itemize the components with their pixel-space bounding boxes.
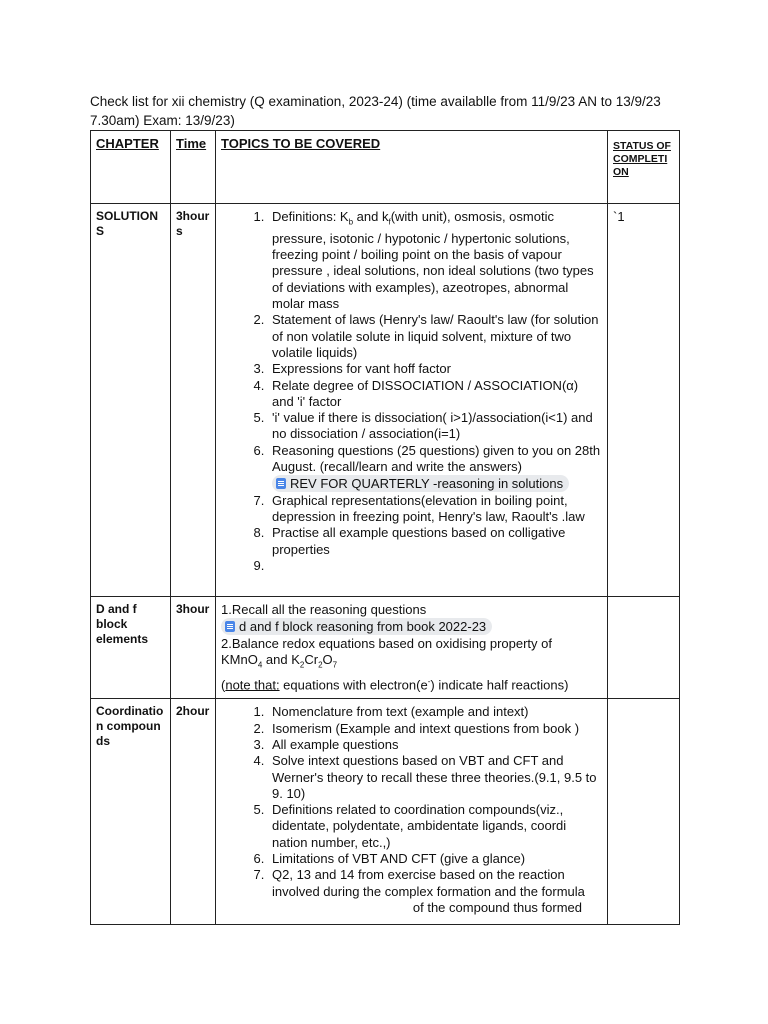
topic-line: 2.Balance redox equations based on oxidising property of — [221, 635, 552, 651]
list-item: 6. Reasoning questions (25 questions) given to you on 28th August. (recall/learn and write the answers) REV FOR QUARTERLY -reasoning in solutions — [268, 443, 602, 493]
topics-cell — [216, 204, 608, 597]
formula-line: KMnO$_4$ and $K_2Cr_2O_7$ — [221, 651, 338, 670]
chapter-cell — [91, 204, 171, 597]
time-value: 3hours — [176, 209, 210, 238]
header-time-cell — [171, 131, 216, 204]
list-item: 3. Expressions for vant hoff factor — [268, 361, 602, 377]
list-item: 4. Solve intext questions based on VBT and CFT and Werner's theory to recall these three theories.(9.1, 9.5 to 9. 10) — [268, 753, 602, 802]
header-topics: TOPICS TO BE COVERED — [221, 136, 381, 151]
list-item: 7. Q2, 13 and 14 from exercise based on the reaction involved during the complex formation and the formula of the compound thus formed — [268, 867, 602, 916]
time-cell — [171, 204, 216, 597]
header-status-cell — [608, 131, 680, 204]
list-item: 1. Nomenclature from text (example and intext) — [268, 704, 602, 720]
chapter-name: SOLUTIONS — [96, 209, 158, 238]
status-value: `1 — [613, 209, 625, 224]
chapter-name: Coordination compounds — [96, 704, 164, 749]
list-item: 8. Practise all example questions based on colligative properties — [268, 525, 602, 558]
checklist-table — [90, 130, 680, 925]
list-item: 5. Definitions related to coordination compounds(viz., didentate, polydentate, ambidentate ligands, coordi nation number, etc.,) — [268, 802, 602, 851]
header-topics-cell — [216, 131, 608, 204]
list-item: 3. All example questions — [268, 737, 602, 753]
table-row-solutions — [91, 204, 680, 597]
list-item: 2. Isomerism (Example and intext questions from book ) — [268, 721, 602, 737]
time-value: 3hour — [176, 602, 210, 616]
list-item: 6. Limitations of VBT AND CFT (give a glance) — [268, 851, 602, 867]
doc-link-chip[interactable] — [272, 475, 569, 492]
table-row-d-f-block — [91, 597, 680, 699]
header-chapter: CHAPTER — [96, 136, 159, 151]
table-row-coordination — [91, 699, 680, 925]
list-item: 5. 'i' value if there is dissociation( i>1)/association(i<1) and no dissociation / association(i=1) — [268, 410, 602, 443]
chapter-cell — [91, 597, 171, 699]
chapter-name: D and f block elements — [96, 602, 149, 646]
doc-link-label: REV FOR QUARTERLY -reasoning in solutions — [290, 476, 564, 492]
status-cell — [608, 699, 680, 925]
header-status: STATUS OF COMPLETION — [613, 140, 671, 178]
topic-line: 1.Recall all the reasoning questions — [221, 602, 427, 617]
document-title: Check list for xii chemistry (Q examination, 2023-24) (time availablle from 11/9/23 AN to 13/9/23 7.30am) Exam: 13/9/23) — [90, 94, 661, 128]
list-item: 2. Statement of laws (Henry's law/ Raoult's law (for solution of non volatile solute in liquid solvent, mixture of two volatile liquids) — [268, 312, 602, 361]
list-item: 4. Relate degree of DISSOCIATION / ASSOCIATION(α) and 'i' factor — [268, 378, 602, 411]
header-chapter-cell — [91, 131, 171, 204]
header-row — [91, 131, 680, 204]
note-line: (note that: equations with electron(e-) indicate half reactions) — [221, 676, 569, 693]
time-cell — [171, 699, 216, 925]
status-cell — [608, 597, 680, 699]
time-value: 2hour — [176, 704, 210, 719]
doc-link-label: d and f block reasoning from book 2022-23 — [239, 619, 487, 635]
list-item — [268, 558, 602, 574]
header-time: Time — [176, 136, 207, 151]
list-item: 7. Graphical representations(elevation in boiling point, depression in freezing point, Henry's law, Raoult's .law — [268, 493, 602, 526]
chapter-cell — [91, 699, 171, 925]
document-icon — [276, 478, 286, 489]
topics-list — [221, 704, 602, 916]
list-item: 1. Definitions: $K_b$ and $k_f(with$ unit), osmosis, osmotic pressure, isotonic / hypotonic / hypertonic solutions, freezing point / boiling point on the basis of vapour pressure , ideal solutions, non ideal solutions (two types of deviations with examples), azeotropes, abnormal molar mass — [268, 209, 602, 312]
time-cell — [171, 597, 216, 699]
topics-cell — [216, 699, 608, 925]
status-cell — [608, 204, 680, 597]
topics-list — [221, 209, 602, 574]
doc-link-chip[interactable] — [221, 618, 492, 635]
topics-cell — [216, 597, 608, 699]
document-icon — [225, 621, 235, 632]
